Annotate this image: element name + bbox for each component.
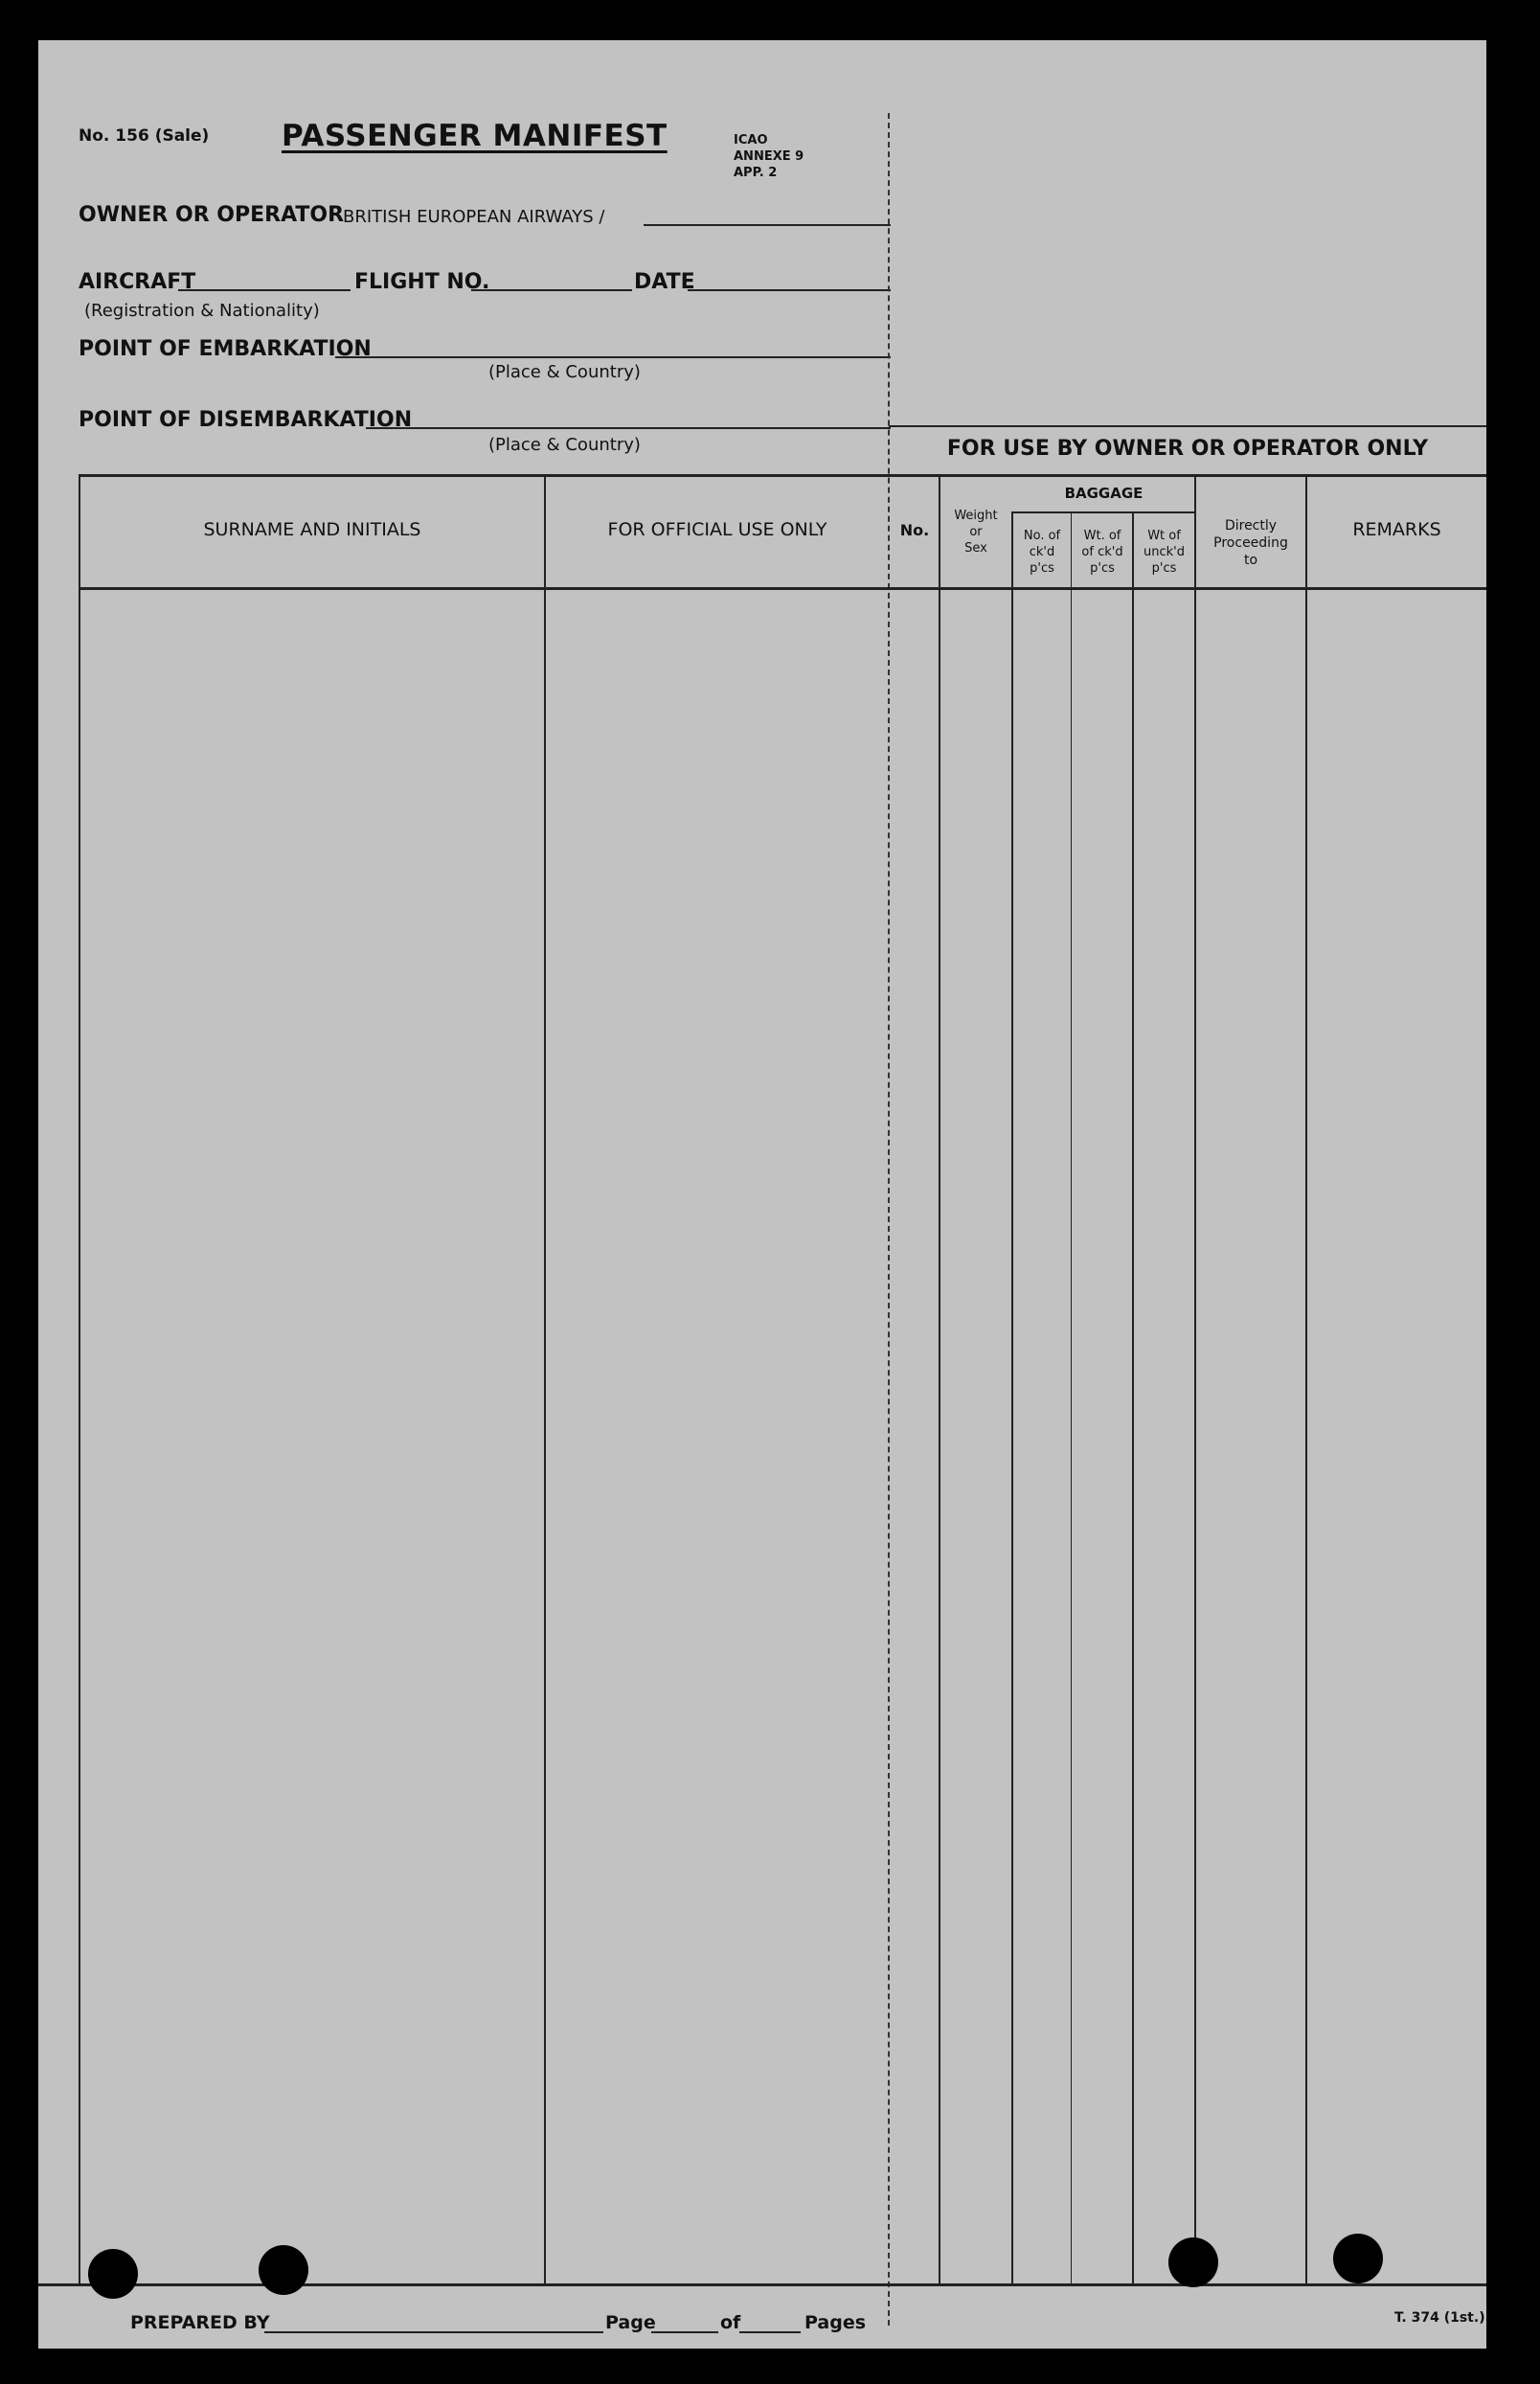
embarkation-label: POINT OF EMBARKATION xyxy=(79,337,372,361)
header-line: or xyxy=(969,524,983,539)
header-line: No. of xyxy=(1023,529,1061,543)
column-divider xyxy=(1194,474,1196,2284)
table-bottom-border xyxy=(38,2283,1486,2286)
owner-value: BRITISH EUROPEAN AIRWAYS / xyxy=(343,207,605,227)
page-label: Page xyxy=(605,2312,656,2333)
header-line: Directly xyxy=(1224,518,1278,534)
form-code: T. 374 (1st.) xyxy=(1394,2310,1485,2326)
punch-hole xyxy=(88,2249,138,2299)
icao-line: ANNEXE 9 xyxy=(734,149,804,164)
header-line: of ck'd xyxy=(1081,544,1123,559)
col-wt-ckd-pcs xyxy=(1073,529,1132,578)
form-number: No. 156 (Sale) xyxy=(79,126,210,146)
header-line: p'cs xyxy=(1151,560,1177,576)
header-line: Weight xyxy=(954,509,998,523)
header-line: Wt. of xyxy=(1083,529,1121,543)
embarkation-sublabel: (Place & Country) xyxy=(488,362,641,382)
perforation-line xyxy=(888,113,890,2326)
flight-no-label: FLIGHT NO. xyxy=(354,270,490,294)
aircraft-label: AIRCRAFT xyxy=(79,270,196,294)
owner-field[interactable] xyxy=(644,224,891,226)
disembarkation-field[interactable] xyxy=(366,427,891,429)
prepared-by-field[interactable] xyxy=(264,2331,603,2333)
col-surname: SURNAME AND INITIALS xyxy=(203,519,421,540)
col-no: No. xyxy=(899,521,930,539)
date-label: DATE xyxy=(634,270,695,294)
col-directly-proceeding xyxy=(1196,517,1305,570)
header-line: Wt of xyxy=(1147,529,1181,543)
col-no-ckd-pcs xyxy=(1013,529,1071,578)
icao-reference xyxy=(734,132,804,181)
form-title: PASSENGER MANIFEST xyxy=(282,119,668,153)
col-official-use: FOR OFFICIAL USE ONLY xyxy=(607,519,827,540)
column-divider xyxy=(1305,474,1307,2284)
date-field[interactable] xyxy=(688,289,891,291)
column-divider xyxy=(939,474,940,2284)
column-divider xyxy=(1071,511,1072,2284)
header-line: p'cs xyxy=(1090,560,1115,576)
col-wt-unckd-pcs xyxy=(1134,529,1194,578)
page-number-field[interactable] xyxy=(651,2331,718,2333)
punch-hole xyxy=(1168,2237,1218,2287)
embarkation-field[interactable] xyxy=(335,356,891,358)
disembarkation-sublabel: (Place & Country) xyxy=(488,435,641,455)
manifest-sheet xyxy=(38,40,1486,2349)
col-remarks: REMARKS xyxy=(1352,519,1441,540)
icao-line: ICAO xyxy=(734,133,768,148)
flight-no-field[interactable] xyxy=(471,289,632,291)
pages-label: Pages xyxy=(804,2312,867,2333)
col-baggage: BAGGAGE xyxy=(1064,485,1144,502)
header-line: ck'd xyxy=(1029,544,1055,559)
prepared-by-label: PREPARED BY xyxy=(130,2312,270,2333)
col-weight-sex xyxy=(940,509,1011,557)
icao-line: APP. 2 xyxy=(734,166,778,180)
table-header-bottom xyxy=(79,587,1486,590)
table-top-border xyxy=(79,474,1486,477)
owner-label: OWNER OR OPERATOR xyxy=(79,203,345,227)
column-divider xyxy=(544,474,546,2284)
column-divider xyxy=(1011,511,1013,2284)
column-divider xyxy=(1132,511,1134,2284)
baggage-header-divider xyxy=(1011,511,1194,513)
table-left-border xyxy=(79,474,80,2284)
header-line: to xyxy=(1243,553,1258,569)
operator-banner-top xyxy=(889,425,1486,427)
header-line: p'cs xyxy=(1030,560,1054,576)
header-line: Proceeding xyxy=(1213,535,1288,552)
page-total-field[interactable] xyxy=(739,2331,801,2333)
aircraft-sublabel: (Registration & Nationality) xyxy=(84,301,320,321)
disembarkation-label: POINT OF DISEMBARKATION xyxy=(79,408,413,432)
punch-hole xyxy=(259,2245,308,2295)
header-line: unck'd xyxy=(1144,544,1185,559)
of-label: of xyxy=(720,2312,741,2333)
punch-hole xyxy=(1333,2234,1383,2283)
aircraft-field[interactable] xyxy=(178,289,351,291)
operator-only-label: FOR USE BY OWNER OR OPERATOR ONLY xyxy=(946,437,1429,461)
header-line: Sex xyxy=(964,540,987,556)
